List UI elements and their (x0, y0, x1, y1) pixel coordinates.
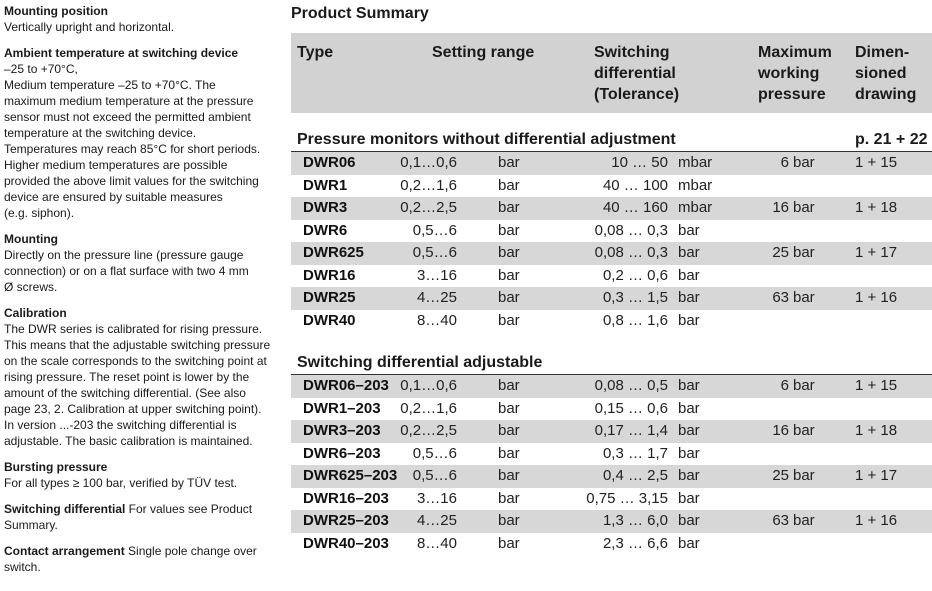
spec-ambient-temperature (4, 45, 272, 221)
cell-setting-range: 0,5…6 (412, 244, 457, 261)
cell-switching-differential: 0,8 … 1,6 (602, 311, 668, 329)
spec-text: For values see Product Summary. (4, 502, 253, 532)
table-row (291, 465, 932, 488)
cell-setting-range: 3…16 (416, 266, 457, 284)
header-max-pressure: Maximum working pressure (758, 44, 832, 103)
table-row (291, 175, 932, 198)
table-row (291, 398, 932, 421)
spec-heading: Switching differential (4, 502, 126, 516)
product-summary-table (291, 33, 932, 555)
cell-setting-range: 0,2…2,5 (400, 422, 457, 439)
cell-switching-differential: 0,3 … 1,7 (602, 444, 668, 462)
table-body (291, 129, 932, 555)
spec-text: The DWR series is calibrated for rising pressure. This means that the adjustable switching pressure on the scale corresponds to the switching point at rising pressure. The reset point is lower by the amount of the switching differential. (See also page 23, 2. Calibration at upper switching point). In version ...-203 the switching differential is adjustable. The basic calibration is maintained. (4, 322, 271, 448)
cell-setting-range: 0,2…2,5 (400, 199, 457, 216)
spec-contact-arrangement (4, 543, 272, 575)
header-type: Type (297, 44, 334, 61)
cell-pressure-unit: bar (793, 199, 815, 216)
cell-differential-unit: mbar (678, 154, 713, 171)
cell-max-pressure: 63 (772, 512, 789, 529)
cell-range-unit: bar (498, 422, 520, 439)
cell-range-unit: bar (498, 244, 520, 261)
cell-type: DWR625 (303, 244, 364, 261)
cell-drawing: 1 + 18 (855, 422, 898, 439)
cell-differential-unit: bar (678, 289, 700, 306)
spec-text: Directly on the pressure line (pressure gauge connection) or on a flat surface with two 4 mm Ø screws. (4, 248, 249, 294)
cell-differential-unit: bar (678, 467, 700, 484)
table-row (291, 287, 932, 310)
cell-differential-unit: bar (678, 244, 700, 261)
cell-range-unit: bar (498, 266, 520, 284)
specifications-column (4, 3, 272, 585)
cell-differential-unit: bar (678, 266, 700, 284)
cell-switching-differential: 0,08 … 0,3 (594, 244, 668, 261)
cell-switching-differential: 40 … 160 (602, 199, 668, 216)
cell-differential-unit: bar (678, 512, 700, 529)
cell-differential-unit: mbar (678, 176, 713, 194)
spec-calibration (4, 305, 272, 449)
spec-text: For all types ≥ 100 bar, verified by TÜV test. (4, 476, 238, 490)
cell-drawing: 1 + 17 (855, 467, 898, 484)
cell-setting-range: 4…25 (416, 289, 457, 306)
cell-type: DWR6–203 (303, 444, 381, 462)
cell-range-unit: bar (498, 221, 520, 239)
spec-text: Vertically upright and horizontal. (4, 20, 175, 34)
cell-differential-unit: bar (678, 311, 700, 329)
table-header (291, 33, 932, 113)
cell-pressure-unit: bar (793, 377, 815, 394)
cell-range-unit: bar (498, 489, 520, 507)
cell-type: DWR1 (303, 176, 348, 194)
cell-setting-range: 0,5…6 (412, 444, 457, 462)
cell-max-pressure: 6 (780, 377, 789, 394)
group-title: Switching differential adjustable (297, 354, 543, 371)
header-setting-range: Setting range (432, 44, 535, 61)
group-title: Pressure monitors without differential adjustment (297, 131, 676, 148)
cell-switching-differential: 0,17 … 1,4 (594, 422, 668, 439)
cell-range-unit: bar (498, 154, 520, 171)
cell-pressure-unit: bar (793, 467, 815, 484)
cell-switching-differential: 0,15 … 0,6 (594, 399, 668, 417)
cell-switching-differential: 40 … 100 (602, 176, 668, 194)
spec-heading: Ambient temperature at switching device (4, 46, 239, 60)
cell-differential-unit: bar (678, 221, 700, 239)
table-row (291, 197, 932, 220)
cell-drawing: 1 + 15 (855, 154, 898, 171)
cell-pressure-unit: bar (793, 244, 815, 261)
cell-differential-unit: bar (678, 422, 700, 439)
cell-switching-differential: 0,08 … 0,5 (594, 377, 668, 394)
cell-type: DWR40 (303, 311, 356, 329)
cell-drawing: 1 + 18 (855, 199, 898, 216)
cell-differential-unit: bar (678, 377, 700, 394)
table-row (291, 533, 932, 556)
group-header (291, 129, 932, 152)
spec-text: Single pole change over switch. (4, 544, 257, 574)
cell-setting-range: 8…40 (416, 534, 457, 552)
cell-max-pressure: 25 (772, 244, 789, 261)
cell-range-unit: bar (498, 399, 520, 417)
table-row (291, 265, 932, 288)
table-row (291, 510, 932, 533)
cell-range-unit: bar (498, 289, 520, 306)
cell-range-unit: bar (498, 377, 520, 394)
spec-heading: Mounting position (4, 4, 108, 18)
cell-differential-unit: bar (678, 399, 700, 417)
cell-switching-differential: 0,75 … 3,15 (586, 489, 668, 507)
spec-heading: Calibration (4, 306, 67, 320)
cell-differential-unit: bar (678, 444, 700, 462)
cell-type: DWR3 (303, 199, 348, 216)
cell-type: DWR40–203 (303, 534, 389, 552)
table-row (291, 375, 932, 398)
cell-max-pressure: 6 (780, 154, 789, 171)
cell-switching-differential: 0,3 … 1,5 (602, 289, 668, 306)
cell-type: DWR3–203 (303, 422, 381, 439)
cell-setting-range: 0,2…1,6 (400, 176, 457, 194)
cell-type: DWR6 (303, 221, 348, 239)
group-page-reference: p. 21 + 22 (855, 131, 928, 148)
cell-type: DWR625–203 (303, 467, 398, 484)
cell-switching-differential: 10 … 50 (611, 154, 668, 171)
cell-type: DWR16 (303, 266, 356, 284)
spec-inline-text (4, 543, 272, 575)
header-switching-differential: Switching differential (Tolerance) (594, 44, 680, 103)
cell-setting-range: 0,1…0,6 (400, 154, 457, 171)
spec-mounting (4, 231, 272, 295)
cell-range-unit: bar (498, 444, 520, 462)
cell-switching-differential: 2,3 … 6,6 (602, 534, 668, 552)
table-row (291, 310, 932, 333)
cell-type: DWR16–203 (303, 489, 389, 507)
cell-pressure-unit: bar (793, 422, 815, 439)
table-row (291, 488, 932, 511)
table-row (291, 420, 932, 443)
table-row (291, 152, 932, 175)
cell-range-unit: bar (498, 176, 520, 194)
cell-range-unit: bar (498, 534, 520, 552)
cell-pressure-unit: bar (793, 154, 815, 171)
cell-drawing: 1 + 16 (855, 289, 898, 306)
cell-range-unit: bar (498, 199, 520, 216)
cell-max-pressure: 16 (772, 199, 789, 216)
header-dimensioned-drawing: Dimen- sioned drawing (855, 44, 917, 103)
cell-differential-unit: bar (678, 534, 700, 552)
group-header (291, 352, 932, 375)
cell-switching-differential: 1,3 … 6,0 (602, 512, 668, 529)
cell-drawing: 1 + 15 (855, 377, 898, 394)
cell-differential-unit: bar (678, 489, 700, 507)
spec-inline-text (4, 501, 272, 533)
cell-max-pressure: 63 (772, 289, 789, 306)
table-row (291, 220, 932, 243)
cell-drawing: 1 + 16 (855, 512, 898, 529)
cell-type: DWR06–203 (303, 377, 389, 394)
cell-range-unit: bar (498, 467, 520, 484)
spec-text: –25 to +70°C, Medium temperature –25 to +70°C. The maximum medium temperature at the pressure sensor must not exceed the permitted ambient temperature at the switching device. Temperatures may reach 85°C for short periods. Higher medium temperatures are possible provided the above limit values for the switching device are ensured by suitable measures (e.g. siphon). (4, 62, 261, 220)
cell-max-pressure: 25 (772, 467, 789, 484)
cell-switching-differential: 0,2 … 0,6 (602, 266, 668, 284)
table-row (291, 443, 932, 466)
spec-heading: Mounting (4, 232, 58, 246)
cell-drawing: 1 + 17 (855, 244, 898, 261)
cell-type: DWR25–203 (303, 512, 389, 529)
cell-pressure-unit: bar (793, 512, 815, 529)
spec-bursting-pressure (4, 459, 272, 491)
cell-range-unit: bar (498, 311, 520, 329)
cell-type: DWR25 (303, 289, 356, 306)
cell-type: DWR1–203 (303, 399, 381, 417)
cell-setting-range: 0,5…6 (412, 467, 457, 484)
product-summary-title: Product Summary (291, 5, 429, 22)
spec-heading: Bursting pressure (4, 460, 108, 474)
table-row (291, 242, 932, 265)
cell-setting-range: 8…40 (416, 311, 457, 329)
cell-setting-range: 0,2…1,6 (400, 399, 457, 417)
spec-heading: Contact arrangement (4, 544, 125, 558)
cell-range-unit: bar (498, 512, 520, 529)
spec-mounting-position (4, 3, 272, 35)
cell-pressure-unit: bar (793, 289, 815, 306)
cell-setting-range: 4…25 (416, 512, 457, 529)
cell-setting-range: 0,1…0,6 (400, 377, 457, 394)
cell-switching-differential: 0,08 … 0,3 (594, 221, 668, 239)
cell-differential-unit: mbar (678, 199, 713, 216)
cell-setting-range: 0,5…6 (412, 221, 457, 239)
cell-type: DWR06 (303, 154, 356, 171)
cell-max-pressure: 16 (772, 422, 789, 439)
spec-switching-differential (4, 501, 272, 533)
cell-switching-differential: 0,4 … 2,5 (602, 467, 668, 484)
cell-setting-range: 3…16 (416, 489, 457, 507)
